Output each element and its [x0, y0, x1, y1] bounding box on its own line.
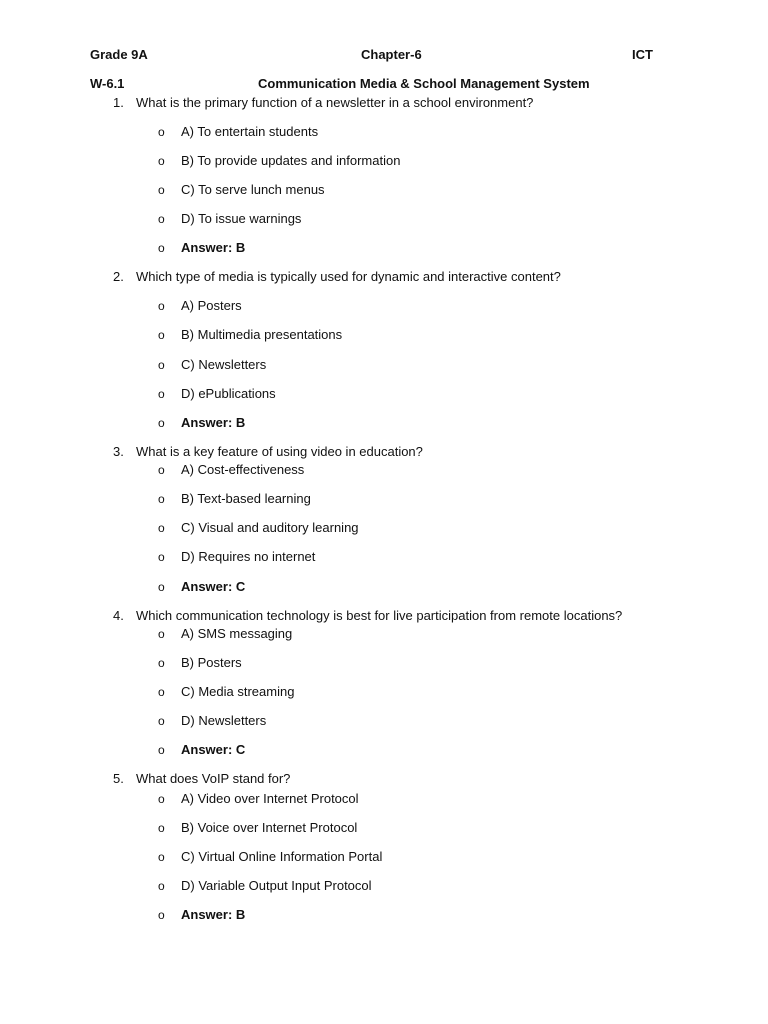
option-text: B) To provide updates and information: [181, 153, 401, 168]
option-list: [0, 461, 768, 596]
option-item: [0, 625, 768, 643]
option-item: [0, 683, 768, 701]
hollow-bullet-icon: o: [158, 299, 165, 313]
grade-label: Grade 9A: [90, 47, 148, 62]
hollow-bullet-icon: o: [158, 714, 165, 728]
option-text: D) Requires no internet: [181, 549, 316, 564]
option-text: D) Variable Output Input Protocol: [181, 878, 372, 893]
question-text: What is a key feature of using video in education?: [136, 444, 423, 459]
hollow-bullet-icon: o: [158, 656, 165, 670]
question-number: 4.: [113, 608, 124, 623]
option-item: [0, 461, 768, 479]
hollow-bullet-icon: o: [158, 125, 165, 139]
question-line: [0, 770, 768, 788]
question-text: What does VoIP stand for?: [136, 771, 291, 786]
hollow-bullet-icon: o: [158, 328, 165, 342]
question-line: [0, 94, 768, 112]
worksheet-id: W-6.1: [90, 76, 125, 91]
hollow-bullet-icon: o: [158, 521, 165, 535]
question-4: [0, 607, 768, 759]
option-item: [0, 210, 768, 228]
option-list: [0, 123, 768, 257]
hollow-bullet-icon: o: [158, 154, 165, 168]
hollow-bullet-icon: o: [158, 908, 165, 922]
option-text: D) To issue warnings: [181, 211, 302, 226]
option-text: D) ePublications: [181, 386, 276, 401]
answer-item: [0, 239, 768, 257]
answer-item: [0, 578, 768, 596]
question-3: [0, 443, 768, 596]
option-text: A) Cost-effectiveness: [181, 462, 305, 477]
hollow-bullet-icon: o: [158, 879, 165, 893]
answer-text: Answer: B: [181, 907, 246, 922]
option-item: [0, 548, 768, 566]
hollow-bullet-icon: o: [158, 580, 165, 594]
question-2: [0, 268, 768, 432]
option-text: C) Media streaming: [181, 684, 295, 699]
hollow-bullet-icon: o: [158, 850, 165, 864]
answer-item: [0, 906, 768, 924]
option-text: B) Posters: [181, 655, 242, 670]
question-number: 1.: [113, 95, 124, 110]
subject-label: ICT: [632, 47, 653, 62]
option-item: [0, 490, 768, 508]
question-number: 5.: [113, 771, 124, 786]
question-text: Which type of media is typically used for dynamic and interactive content?: [136, 269, 561, 284]
option-text: B) Text-based learning: [181, 491, 311, 506]
option-item: [0, 385, 768, 403]
question-list: [0, 94, 768, 924]
option-item: [0, 654, 768, 672]
option-item: [0, 356, 768, 374]
hollow-bullet-icon: o: [158, 821, 165, 835]
option-text: A) To entertain students: [181, 124, 319, 139]
option-text: B) Multimedia presentations: [181, 327, 343, 342]
answer-item: [0, 741, 768, 759]
option-list: [0, 297, 768, 432]
question-number: 2.: [113, 269, 124, 284]
answer-text: Answer: C: [181, 742, 246, 757]
hollow-bullet-icon: o: [158, 358, 165, 372]
option-text: C) Newsletters: [181, 357, 267, 372]
hollow-bullet-icon: o: [158, 492, 165, 506]
option-text: C) Visual and auditory learning: [181, 520, 359, 535]
option-item: [0, 181, 768, 199]
option-list: [0, 625, 768, 759]
answer-text: Answer: B: [181, 240, 246, 255]
answer-text: Answer: B: [181, 415, 246, 430]
question-text: Which communication technology is best for live participation from remote locations?: [136, 608, 623, 623]
option-list: [0, 790, 768, 924]
answer-item: [0, 414, 768, 432]
hollow-bullet-icon: o: [158, 183, 165, 197]
hollow-bullet-icon: o: [158, 685, 165, 699]
option-text: C) Virtual Online Information Portal: [181, 849, 383, 864]
option-item: [0, 819, 768, 837]
hollow-bullet-icon: o: [158, 743, 165, 757]
hollow-bullet-icon: o: [158, 416, 165, 430]
hollow-bullet-icon: o: [158, 792, 165, 806]
option-item: [0, 326, 768, 344]
answer-text: Answer: C: [181, 579, 246, 594]
option-text: A) Posters: [181, 298, 242, 313]
option-item: [0, 877, 768, 895]
hollow-bullet-icon: o: [158, 550, 165, 564]
option-item: [0, 123, 768, 141]
hollow-bullet-icon: o: [158, 627, 165, 641]
question-line: [0, 443, 768, 461]
option-text: B) Voice over Internet Protocol: [181, 820, 358, 835]
question-1: [0, 94, 768, 257]
option-text: A) Video over Internet Protocol: [181, 791, 359, 806]
question-number: 3.: [113, 444, 124, 459]
chapter-label: Chapter-6: [361, 47, 422, 62]
question-line: [0, 607, 768, 625]
option-item: [0, 152, 768, 170]
hollow-bullet-icon: o: [158, 241, 165, 255]
option-text: D) Newsletters: [181, 713, 267, 728]
question-line: [0, 268, 768, 286]
option-item: [0, 790, 768, 808]
hollow-bullet-icon: o: [158, 212, 165, 226]
option-item: [0, 712, 768, 730]
page-title: Communication Media & School Management System: [258, 76, 590, 91]
hollow-bullet-icon: o: [158, 387, 165, 401]
hollow-bullet-icon: o: [158, 463, 165, 477]
question-text: What is the primary function of a newsletter in a school environment?: [136, 95, 534, 110]
option-item: [0, 519, 768, 537]
option-item: [0, 848, 768, 866]
option-text: C) To serve lunch menus: [181, 182, 325, 197]
option-text: A) SMS messaging: [181, 626, 293, 641]
question-5: [0, 770, 768, 924]
option-item: [0, 297, 768, 315]
